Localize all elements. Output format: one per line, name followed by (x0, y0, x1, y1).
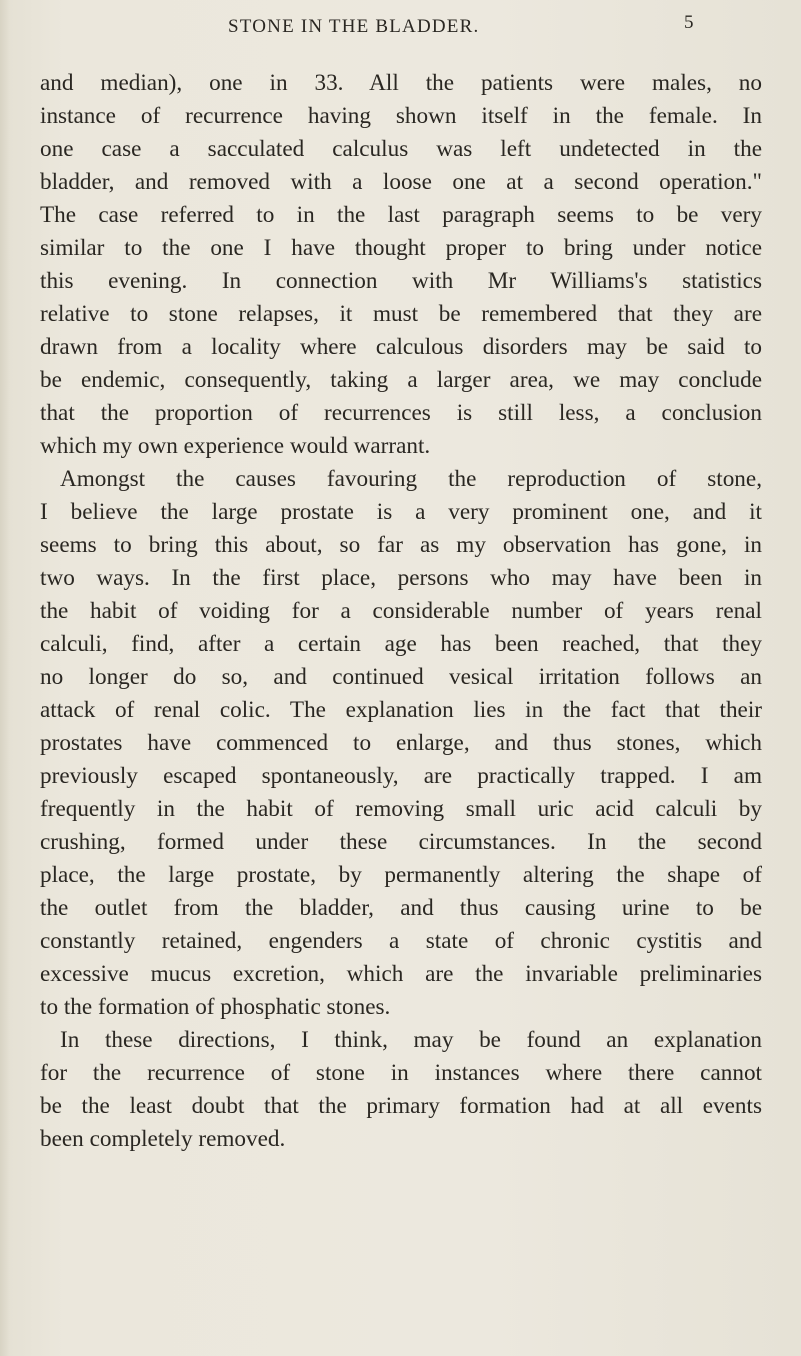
page-gutter-shadow (0, 0, 10, 1356)
body-text (40, 67, 762, 1156)
text-line: Amongst the causes favouring the reproduction of stone, (60, 466, 762, 492)
text-line: for the recurrence of stone in instances where there cannot (40, 1060, 762, 1086)
text-line: constantly retained, engenders a state of chronic cystitis and (40, 928, 762, 954)
text-line: crushing, formed under these circumstances. In the second (40, 829, 762, 855)
text-line: calculi, find, after a certain age has been reached, that they (40, 631, 762, 657)
text-line: this evening. In connection with Mr Williams's statistics (40, 268, 762, 294)
running-title: STONE IN THE BLADDER. (228, 16, 480, 37)
text-line: been completely removed. (40, 1126, 286, 1152)
text-line: which my own experience would warrant. (40, 433, 431, 459)
text-line: place, the large prostate, by permanently altering the shape of (40, 862, 762, 888)
text-line: prostates have commenced to enlarge, and thus stones, which (40, 730, 762, 756)
text-line: The case referred to in the last paragraph seems to be very (40, 202, 762, 228)
text-line: frequently in the habit of removing small uric acid calculi by (40, 796, 762, 822)
text-line: previously escaped spontaneously, are practically trapped. I am (40, 763, 762, 789)
text-line: that the proportion of recurrences is still less, a conclusion (40, 400, 762, 426)
text-line: similar to the one I have thought proper to bring under notice (40, 235, 762, 261)
text-line: no longer do so, and continued vesical irritation follows an (40, 664, 762, 690)
text-line: be endemic, consequently, taking a larger area, we may conclude (40, 367, 762, 393)
text-line: the outlet from the bladder, and thus causing urine to be (40, 895, 762, 921)
text-line: excessive mucus excretion, which are the invariable preliminaries (40, 961, 762, 987)
text-line: seems to bring this about, so far as my observation has gone, in (40, 532, 762, 558)
page-number: 5 (684, 12, 694, 33)
text-line: and median), one in 33. All the patients were males, no (40, 70, 762, 96)
running-head (0, 12, 801, 46)
text-line: In these directions, I think, may be found an explanation (60, 1027, 762, 1053)
text-line: relative to stone relapses, it must be remembered that they are (40, 301, 762, 327)
text-line: bladder, and removed with a loose one at a second operation." (40, 169, 762, 195)
text-line: to the formation of phosphatic stones. (40, 994, 391, 1020)
text-line: instance of recurrence having shown itself in the female. In (40, 103, 762, 129)
text-line: attack of renal colic. The explanation lies in the fact that their (40, 697, 762, 723)
text-line: drawn from a locality where calculous disorders may be said to (40, 334, 762, 360)
text-line: one case a sacculated calculus was left undetected in the (40, 136, 762, 162)
text-line: two ways. In the first place, persons who may have been in (40, 565, 762, 591)
text-line: I believe the large prostate is a very prominent one, and it (40, 499, 762, 525)
text-line: be the least doubt that the primary formation had at all events (40, 1093, 762, 1119)
text-line: the habit of voiding for a considerable number of years renal (40, 598, 762, 624)
